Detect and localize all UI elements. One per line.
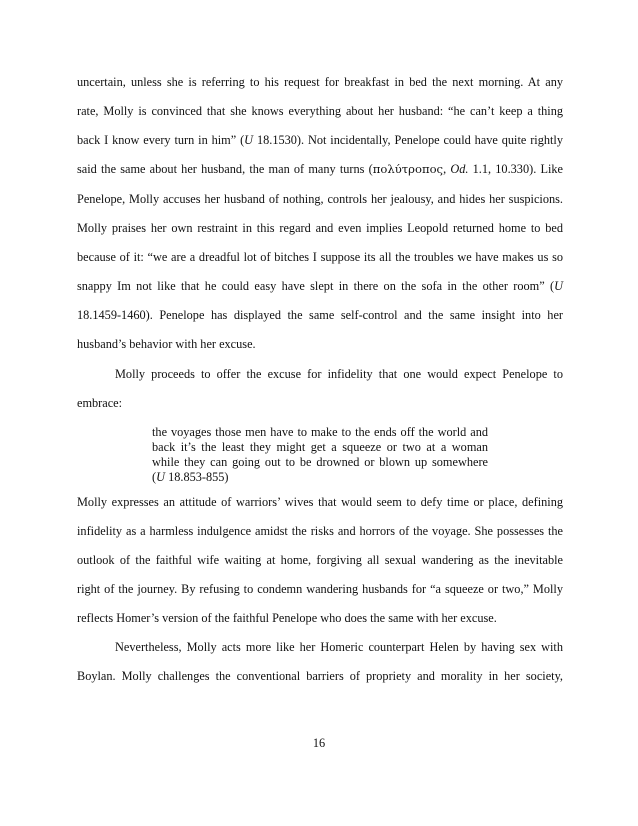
text-line: Penelope, Molly accuses her husband of nothing, controls her jealousy, and hides her suspicions. <box>77 192 563 206</box>
text-line: reflects Homer’s version of the faithful Penelope who does the same with her excuse. <box>77 611 497 625</box>
text-line: Molly expresses an attitude of warriors’ wives that would seem to defy time or place, defining <box>77 495 563 509</box>
italic-reference: U <box>244 133 254 147</box>
text-line: outlook of the faithful wife waiting at home, forgiving all sexual wandering as the inevitable <box>77 553 563 567</box>
text-span: 18.1530). Not incidentally, Penelope could have quite rightly <box>253 133 563 147</box>
text-line: husband’s behavior with her excuse. <box>77 337 256 351</box>
italic-reference: Od. <box>450 162 469 176</box>
italic-reference: U <box>156 470 165 484</box>
text-line <box>77 132 563 148</box>
text-span: snappy Im not like that he could easy have slept in there on the sofa in the other room” ( <box>77 279 555 293</box>
text-line <box>77 161 563 177</box>
text-span: said the same about her husband, the man of many turns ( <box>77 162 373 176</box>
italic-reference: U <box>554 279 563 293</box>
text-span: 1.1, 10.330). Like <box>468 162 563 176</box>
text-span: , <box>443 162 451 176</box>
text-line: Molly praises her own restraint in this regard and even implies Leopold returned home to bed <box>77 221 563 235</box>
text-span: ( <box>152 470 157 484</box>
page-number: 16 <box>312 736 326 750</box>
block-quote-citation <box>152 470 488 485</box>
text-line: Boylan. Molly challenges the conventional barriers of propriety and morality in her society, <box>77 669 563 683</box>
text-line: right of the journey. By refusing to condemn wandering husbands for “a squeeze or two,” Molly <box>77 582 563 596</box>
text-line: Nevertheless, Molly acts more like her Homeric counterpart Helen by having sex with <box>115 640 563 654</box>
greek-word: πολύτροπος <box>372 162 444 176</box>
block-quote-line: back it’s the least they might get a squeeze or two at a woman <box>152 440 488 454</box>
text-line: because of it: “we are a dreadful lot of bitches I suppose its all the troubles we have makes us so <box>77 250 563 264</box>
text-span: back I know every turn in him” ( <box>77 133 245 147</box>
text-line: uncertain, unless she is referring to his request for breakfast in bed the next morning. At any <box>77 75 563 89</box>
text-line <box>77 278 563 294</box>
text-line: Molly proceeds to offer the excuse for infidelity that one would expect Penelope to <box>115 367 563 381</box>
block-quote-line: while they can going out to be drowned or blown up somewhere <box>152 455 488 469</box>
text-line: rate, Molly is convinced that she knows everything about her husband: “he can’t keep a thing <box>77 104 563 118</box>
text-span: 18.853-855) <box>165 470 229 484</box>
text-line: embrace: <box>77 396 123 410</box>
block-quote-line: the voyages those men have to make to the ends off the world and <box>152 425 488 439</box>
text-line: infidelity as a harmless indulgence amidst the risks and horrors of the voyage. She possesses the <box>77 524 563 538</box>
text-line: 18.1459-1460). Penelope has displayed the same self-control and the same insight into her <box>77 308 563 322</box>
